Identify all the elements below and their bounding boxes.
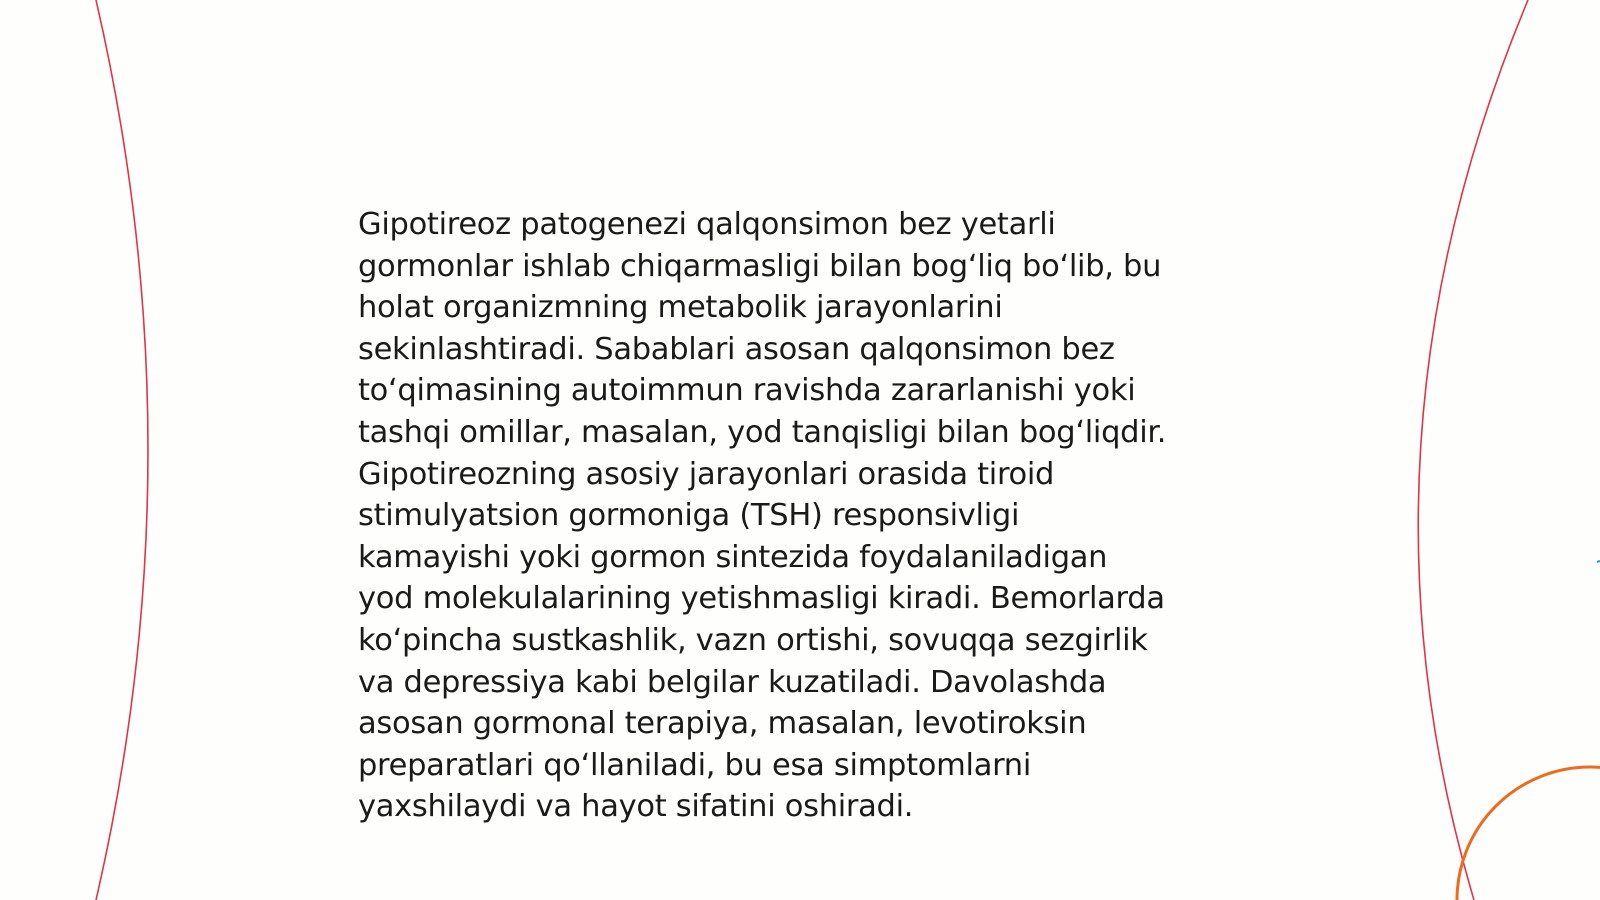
orange-circle-outline (1457, 767, 1600, 900)
right-arc-line (1418, 0, 1528, 900)
left-arc-line (96, 0, 148, 900)
body-paragraph: Gipotireoz patogenezi qalqonsimon bez yetarli gormonlar ishlab chiqarmasligi bilan bog‘liq bo‘lib, bu holat organizmning metabolik jarayonlarini sekinlashtiradi. Sabablari asosan qalqonsimon bez to‘qimasining autoimmun ravishda zararlanishi yoki tashqi omillar, masalan, yod tanqisligi bilan bog‘liqdir. Gipotireozning asosiy jarayonlari orasida tiroid stimulyatsion gormoniga (TSH) responsivligi kamayishi yoki gormon sintezida foydalaniladigan yod molekulalarining yetishmasligi kiradi. Bemorlarda ko‘pincha sustkashlik, vazn ortishi, sovuqqa sezgirlik va depressiya kabi belgilar kuzatiladi. Davolashda asosan gormonal terapiya, masalan, levotiroksin preparatlari qo‘llaniladi, bu esa simptomlarni yaxshilaydi va hayot sifatini oshiradi. (358, 207, 1167, 825)
